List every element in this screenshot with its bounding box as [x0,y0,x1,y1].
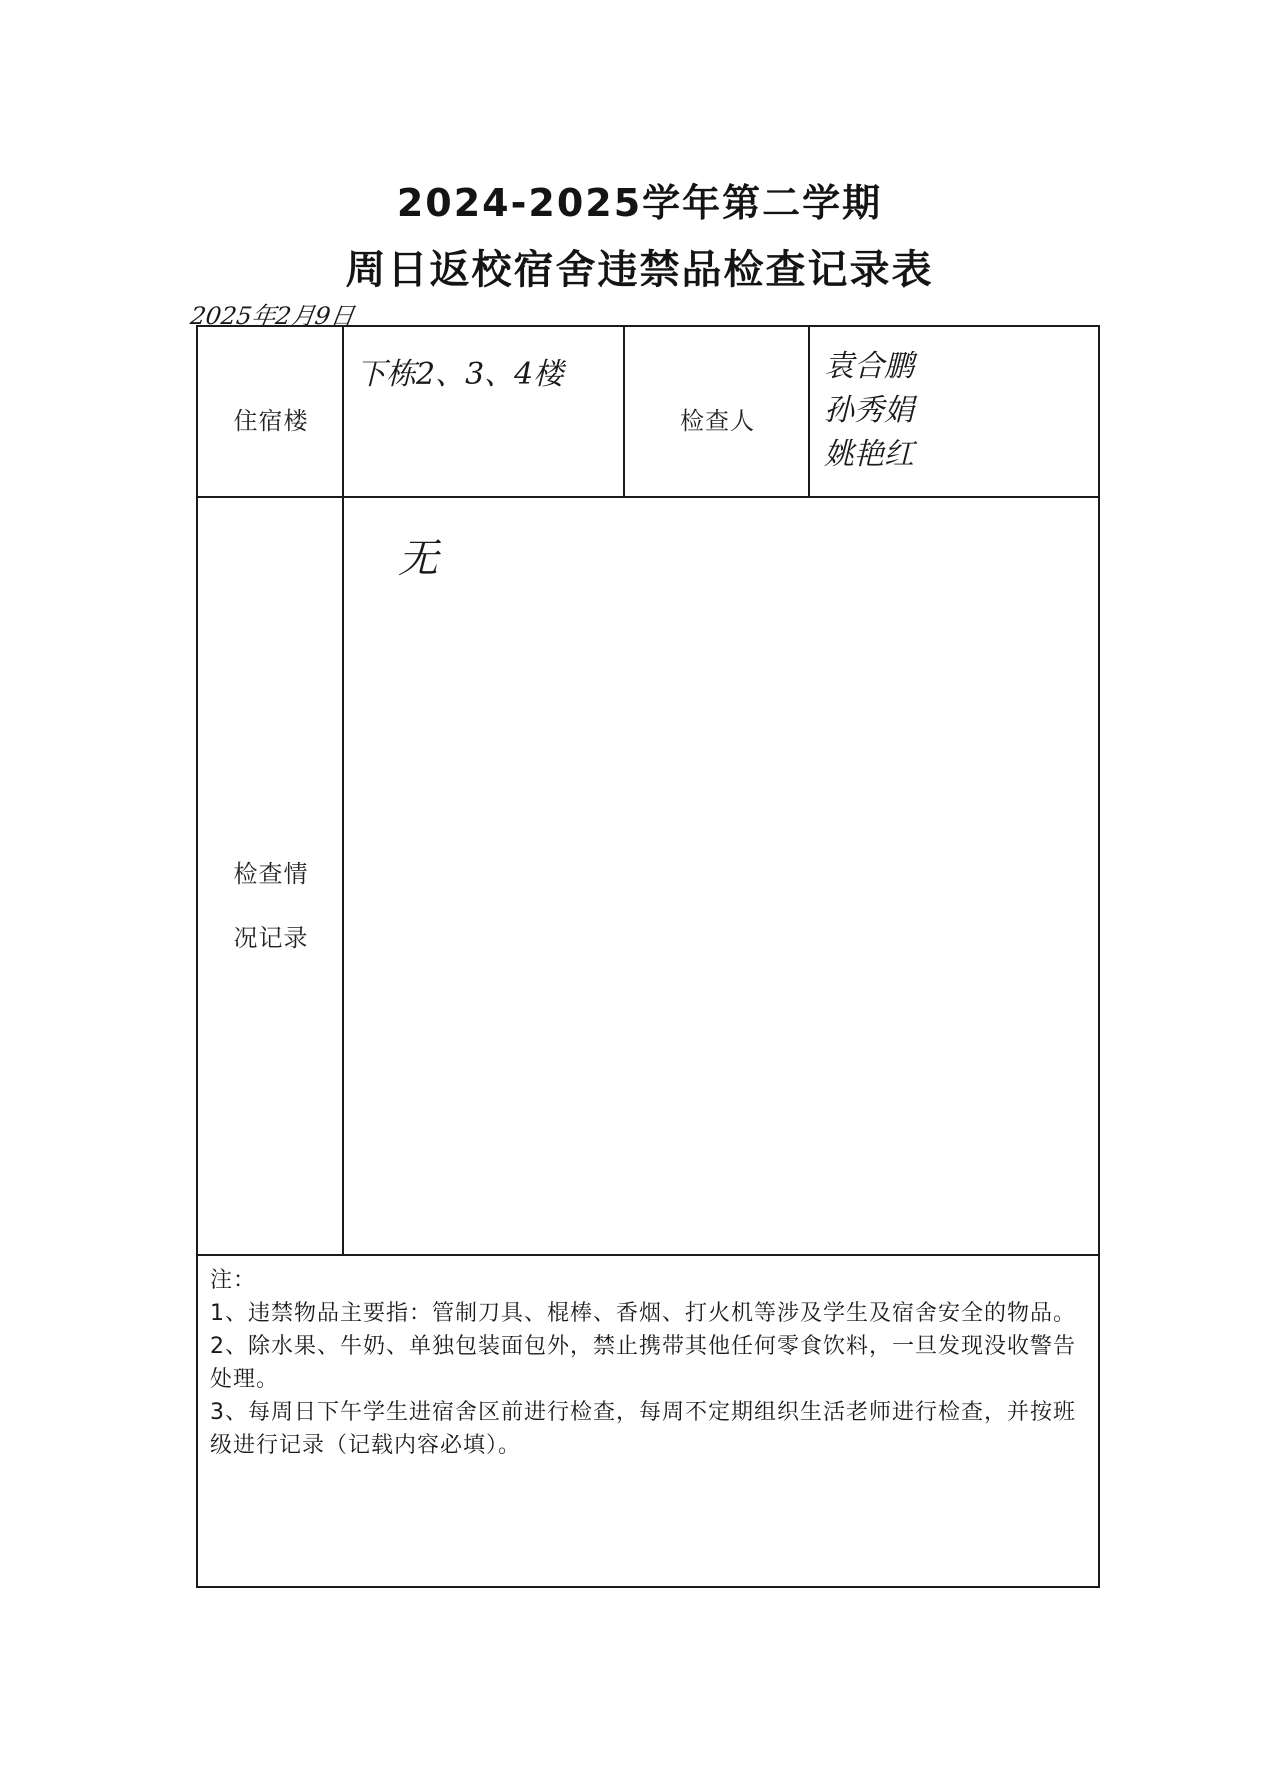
record-value: 无 [398,536,438,582]
inspector-name: 姚艳红 [824,437,914,472]
record-label-line: 况记录 [233,924,309,952]
inspector-name: 孙秀娟 [824,393,914,428]
document-title-term: 2024-2025学年第二学期 [396,181,883,225]
document-title-form-name: 周日返校宿舍违禁品检查记录表 [345,247,934,293]
column-divider-label [342,327,344,1254]
row-divider-notes [198,1254,1098,1256]
record-label-line: 检查情 [233,860,309,888]
note-item: 3、每周日下午学生进宿舍区前进行检查，每周不定期组织生活老师进行检查，并按班级进行记录（记载内容必填）。 [210,1400,1076,1458]
row-divider-header [198,496,1098,498]
handwritten-date: 2025年2月9日 [188,302,357,330]
notes-section [210,1264,1086,1462]
inspector-name: 袁合鹏 [824,349,914,384]
building-label: 住宿楼 [233,407,309,435]
record-label [198,842,344,970]
note-item: 2、除水果、牛奶、单独包装面包外，禁止携带其他任何零食饮料，一旦发现没收警告处理。 [210,1334,1076,1392]
inspection-record-table [196,325,1100,1588]
inspector-label: 检查人 [680,407,755,435]
building-value: 下栋2、3、4楼 [356,357,564,392]
notes-heading: 注： [210,1268,257,1293]
inspector-names [824,345,1094,477]
note-item: 1、违禁物品主要指：管制刀具、棍棒、香烟、打火机等涉及学生及宿舍安全的物品。 [210,1301,1076,1326]
